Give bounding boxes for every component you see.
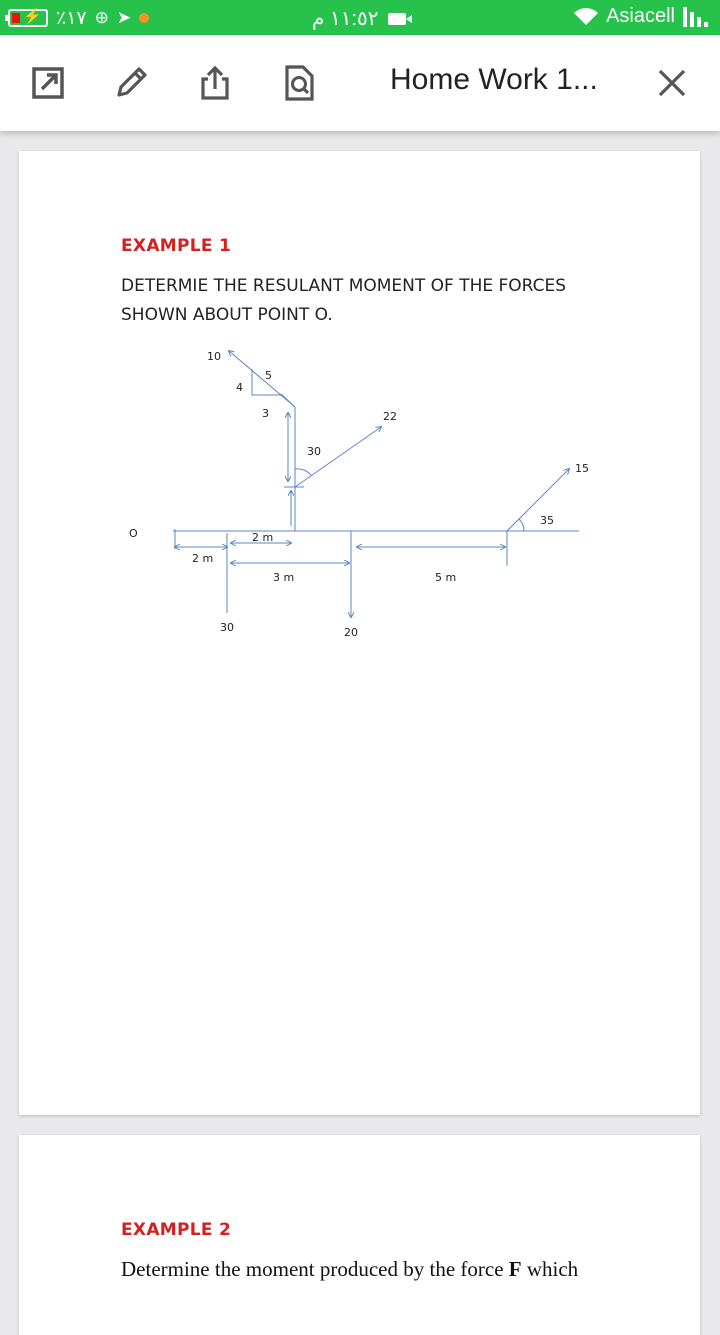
share-icon[interactable] (197, 65, 233, 101)
wifi-icon (574, 8, 598, 26)
label-dim-2m-a: 2 m (192, 552, 214, 565)
label-force-10: 10 (207, 350, 221, 363)
battery-percent: ٪١٧ (56, 7, 87, 29)
document-title: Home Work 1... (390, 63, 598, 96)
label-slope-3: 3 (262, 407, 269, 420)
label-dim-3m: 3 m (273, 571, 295, 584)
force-15-arrow (507, 469, 569, 531)
app-toolbar (0, 35, 720, 131)
status-right (574, 5, 708, 28)
label-force-20: 20 (344, 626, 358, 639)
label-point-o: O (129, 527, 138, 540)
label-force-22: 22 (383, 410, 397, 423)
label-angle-35: 35 (540, 514, 554, 527)
label-force-15: 15 (575, 462, 589, 475)
status-center (312, 6, 406, 31)
document-page-1 (19, 151, 700, 1115)
clock: ١١:٥٢ م (312, 8, 379, 30)
example-2-text-end: which (521, 1257, 579, 1281)
label-force-30: 30 (220, 621, 234, 634)
notification-dot-icon (139, 13, 149, 23)
battery-icon: ⚡ (8, 9, 48, 27)
edit-pencil-icon[interactable] (113, 65, 149, 101)
document-page-2 (19, 1135, 700, 1335)
label-dim-2m-b: 2 m (252, 531, 274, 544)
force-diagram (19, 151, 700, 1115)
label-slope-4: 4 (236, 381, 243, 394)
label-angle-30: 30 (307, 445, 321, 458)
open-external-icon[interactable] (30, 65, 66, 101)
label-dim-5m: 5 m (435, 571, 457, 584)
example-1-instruction: DETERMIE THE RESULANT MOMENT OF THE FORCES SHOWN ABOUT POINT O. (121, 276, 567, 325)
signal-icon (683, 7, 708, 27)
find-in-document-icon[interactable] (281, 65, 317, 101)
status-bar (0, 0, 720, 35)
example-1-heading: EXAMPLE 1 (121, 236, 232, 256)
carrier-name: Asiacell (606, 5, 675, 27)
close-icon[interactable] (656, 67, 688, 99)
label-slope-5: 5 (265, 369, 272, 382)
vpn-icon: ⊕ (94, 8, 109, 27)
example-2-text-bold: F (508, 1257, 522, 1281)
status-left (8, 6, 149, 30)
example-2-text (121, 1257, 578, 1282)
force-10-arrow (229, 351, 295, 407)
example-2-text-start: Determine the moment produced by the force (121, 1257, 509, 1281)
location-icon: ➤ (116, 8, 132, 27)
example-2-heading: EXAMPLE 2 (121, 1220, 232, 1240)
video-camera-icon (388, 13, 406, 25)
